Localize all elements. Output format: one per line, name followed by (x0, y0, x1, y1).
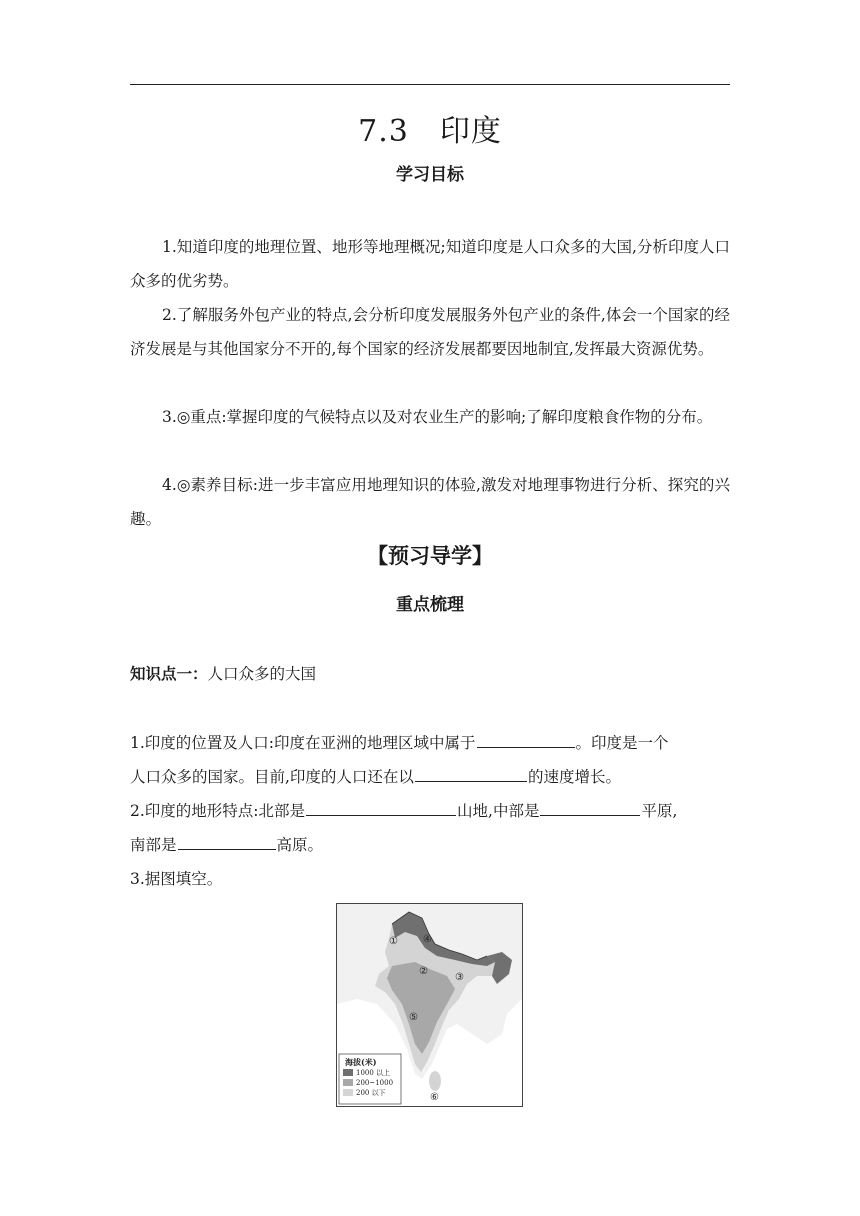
marker-5: ⑤ (409, 1012, 418, 1023)
knowledge-point-text: 人口众多的大国 (207, 665, 317, 683)
question-1: 1.印度的位置及人口:印度在亚洲的地理区域中属于 。印度是一个 人口众多的国家。目前,印度的人口还在以 的速度增长。 (130, 726, 730, 794)
knowledge-point-label: 知识点一： (130, 665, 208, 683)
marker-4: ④ (423, 934, 432, 945)
key-points-heading: 重点梳理 (396, 595, 464, 615)
india-terrain-map (336, 903, 523, 1107)
legend-title: 海拔(米) (345, 1057, 377, 1067)
q2-blank-3[interactable] (178, 833, 276, 850)
top-rule (130, 84, 730, 85)
objective-2: 2.了解服务外包产业的特点,会分析印度发展服务外包产业的条件,体会一个国家的经济发展是与其他国家分不开的,每个国家的经济发展都要因地制宜,发挥最大资源优势。 (130, 306, 730, 358)
marker-6: ⑥ (430, 1092, 439, 1103)
objective-3: 3.◎重点:掌握印度的气候特点以及对农业生产的影响;了解印度粮食作物的分布。 (162, 408, 713, 426)
legend-label-high: 1000 以上 (356, 1069, 391, 1077)
preview-heading: 【预习导学】 (367, 544, 493, 568)
legend-swatch-low (343, 1089, 353, 1096)
sri-lanka (429, 1071, 441, 1091)
legend-label-mid: 200~1000 (356, 1079, 394, 1087)
question-3: 3.据图填空。 (130, 870, 223, 888)
legend-label-low: 200 以下 (356, 1089, 386, 1097)
objective-1: 1.知道印度的地理位置、地形等地理概况;知道印度是人口众多的大国,分析印度人口众多的优劣势。 (130, 238, 730, 290)
legend-swatch-mid (343, 1079, 353, 1086)
objective-4: 4.◎素养目标:进一步丰富应用地理知识的体验,激发对地理事物进行分析、探究的兴趣。 (130, 476, 730, 528)
knowledge-point-1 (130, 662, 316, 684)
q2-blank-2[interactable] (540, 799, 640, 816)
q2-blank-1[interactable] (306, 799, 456, 816)
q1-blank-2[interactable] (415, 765, 527, 782)
q1-blank-1[interactable] (477, 731, 575, 748)
marker-2: ② (419, 966, 428, 977)
marker-1: ① (389, 936, 398, 947)
objectives-heading: 学习目标 (396, 165, 464, 185)
question-2: 2.印度的地形特点:北部是 山地,中部是 平原, 南部是 高原。 (130, 794, 730, 862)
page-title: 7.3 印度 (358, 114, 502, 149)
marker-3: ③ (455, 972, 464, 983)
india-map-figure (337, 904, 522, 1106)
legend-swatch-high (343, 1069, 353, 1076)
